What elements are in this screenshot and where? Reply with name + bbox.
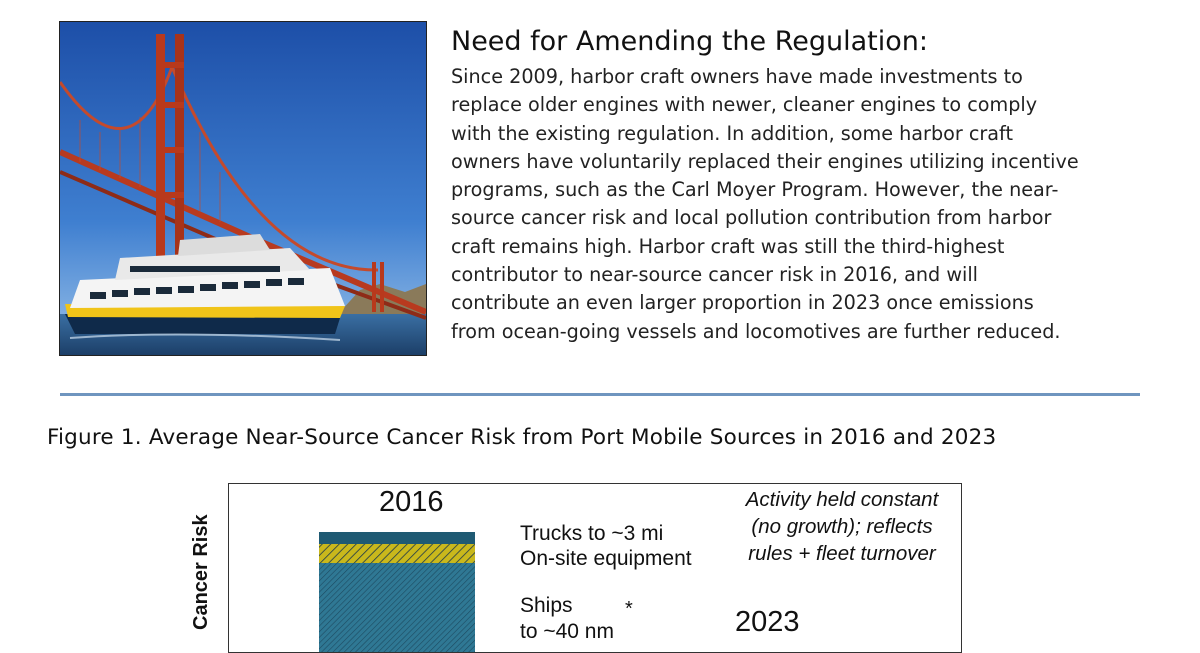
paragraph-line: replace older engines with newer, cleaner engines to comply [451,93,1038,117]
cancer-risk-chart [228,483,962,653]
paragraph-line: with the existing regulation. In addition, some harbor craft [451,121,1013,145]
paragraph-line: from ocean-going vessels and locomotives are further reduced. [451,319,1061,343]
body-paragraph [451,63,1181,346]
chart-y-axis-label: Cancer Risk [190,514,212,630]
figure-caption: Figure 1. Average Near-Source Cancer Risk from Port Mobile Sources in 2016 and 2023 [47,425,997,450]
series-label-ships: Ships [520,594,573,617]
paragraph-line: craft remains high. Harbor craft was still the third-highest [451,234,1005,258]
series-label-onsite-equipment: On-site equipment [520,547,692,570]
paragraph-line: contribute an even larger proportion in 2023 once emissions [451,291,1034,315]
year-label-2016: 2016 [379,486,444,518]
series-label-ships-range: to ~40 nm [520,620,614,643]
paragraph-line: source cancer risk and local pollution contribution from harbor [451,206,1052,230]
chart-note-line: Activity held constant [745,488,939,511]
bar-2016-onsite-equipment [319,544,475,563]
chart-note [717,486,962,567]
year-label-2023: 2023 [735,606,800,638]
bar-2016-ships [319,563,475,653]
chart-note-line: rules + fleet turnover [748,542,936,565]
paragraph-line: contributor to near-source cancer risk in 2016, and will [451,263,979,287]
series-label-trucks: Trucks to ~3 mi [520,522,664,545]
section-heading: Need for Amending the Regulation: [451,26,928,57]
ferry-golden-gate-photo [59,21,427,356]
chart-note-line: (no growth); reflects [751,515,933,538]
section-divider [60,393,1140,396]
paragraph-line: owners have voluntarily replaced their engines utilizing incentive [451,149,1079,173]
ships-asterisk: * [625,598,633,620]
bar-2016-trucks [319,532,475,544]
paragraph-line: Since 2009, harbor craft owners have made investments to [451,65,1023,88]
paragraph-line: programs, such as the Carl Moyer Program. However, the near- [451,178,1059,202]
